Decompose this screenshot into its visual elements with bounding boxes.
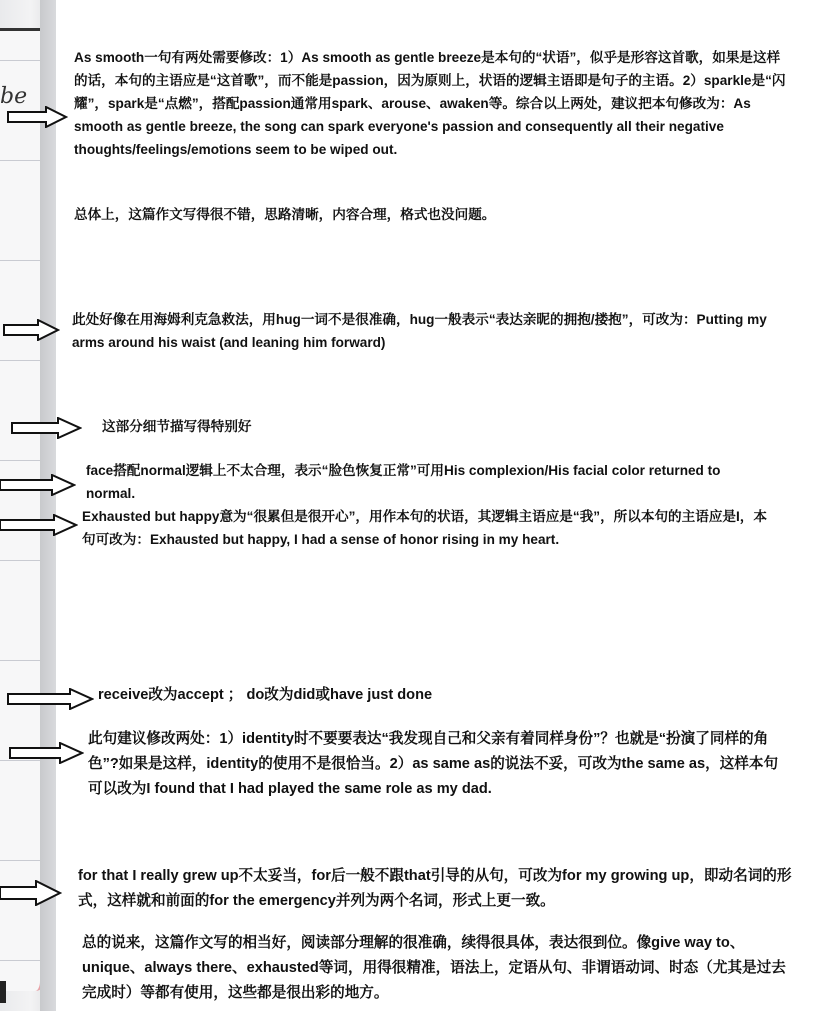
essay-page-edge <box>0 28 45 991</box>
right-arrow-icon <box>0 474 76 496</box>
comment-for-that: for that I really grew up不太妥当，for后一般不跟that引导的从句，可改为for my growing up，即动名词的形式，这样就和前面的for the emergency并列为两个名词，形式上更一致。 <box>78 868 792 909</box>
right-arrow-icon <box>0 514 78 536</box>
comment-exhausted-but-happy: Exhausted but happy意为“很累但是很开心”，用作本句的状语，其逻辑主语应是“我”，所以本句的主语应是I，本句可改为：Exhausted but happy, I had a sense of honor rising in my heart. <box>82 509 767 547</box>
scanned-essay-margin <box>0 0 56 1011</box>
ruled-line <box>0 260 40 261</box>
comment-receive-accept: receive改为accept ； do改为did或have just done <box>98 687 433 703</box>
ruled-line <box>0 560 40 561</box>
ruled-line <box>0 60 40 61</box>
ruled-line <box>0 160 40 161</box>
comment-identity: 此句建议修改两处：1）identity时不要要表达“我发现自己和父亲有着同样身份”？也就是“扮演了同样的角色”?如果是这样，identity的使用不是很恰当。2）as same as的说法不妥，可改为the same as，这样本句可以改为I found that I had played the same role as my dad. <box>88 731 779 797</box>
right-arrow-icon <box>0 880 62 906</box>
ruled-line <box>0 660 40 661</box>
ruled-line <box>0 360 40 361</box>
comment-summary: 总的说来，这篇作文写的相当好，阅读部分理解的很准确，续得很具体，表达很到位。像give way to、unique、always there、exhausted等词，用得很精准，语法上，定语从句、非谓语动词、时态（尤其是过去完成时）等都有使用，这些都是很出彩的地方。 <box>82 935 786 1001</box>
right-arrow-icon <box>6 106 68 128</box>
ruled-line <box>0 860 40 861</box>
comment-overall-structure: 总体上，这篇作文写得很不错，思路清晰，内容合理，格式也没问题。 <box>74 207 496 222</box>
right-arrow-icon <box>8 742 84 764</box>
ink-mark <box>0 981 6 1003</box>
comment-as-smooth: As smooth一句有两处需要修改：1）As smooth as gentle breeze是本句的“状语”，似乎是形容这首歌，如果是这样的话，本句的主语应是“这首歌”，而不能是passion，因为原则上，状语的逻辑主语即是句子的主语。2）sparkle是“闪耀”，spark是“点燃”，搭配passion通常用spark、arouse、awaken等。综合以上两处，建议把本句修改为：As smooth as gentle breeze, the song can spark everyone's passion and consequently all their negative thoughts/feelings/emotions seem to be wiped out. <box>74 50 786 157</box>
handwritten-fragment: be <box>0 84 28 109</box>
comment-detail-praise: 这部分细节描写得特别好 <box>102 419 252 434</box>
ruled-line <box>0 960 40 961</box>
scan-shadow <box>40 0 56 1011</box>
comment-face-normal: face搭配normal逻辑上不太合理，表示“脸色恢复正常”可用His complexion/His facial color returned to normal. <box>86 463 721 501</box>
comment-heimlich-hug: 此处好像在用海姆利克急救法，用hug一词不是很准确，hug一般表示“表达亲昵的拥抱/搂抱”，可改为：Putting my arms around his waist (and leaning him forward) <box>72 312 767 350</box>
ruled-line <box>0 460 40 461</box>
right-arrow-icon <box>2 319 60 341</box>
right-arrow-icon <box>10 417 82 439</box>
right-arrow-icon <box>6 688 94 710</box>
